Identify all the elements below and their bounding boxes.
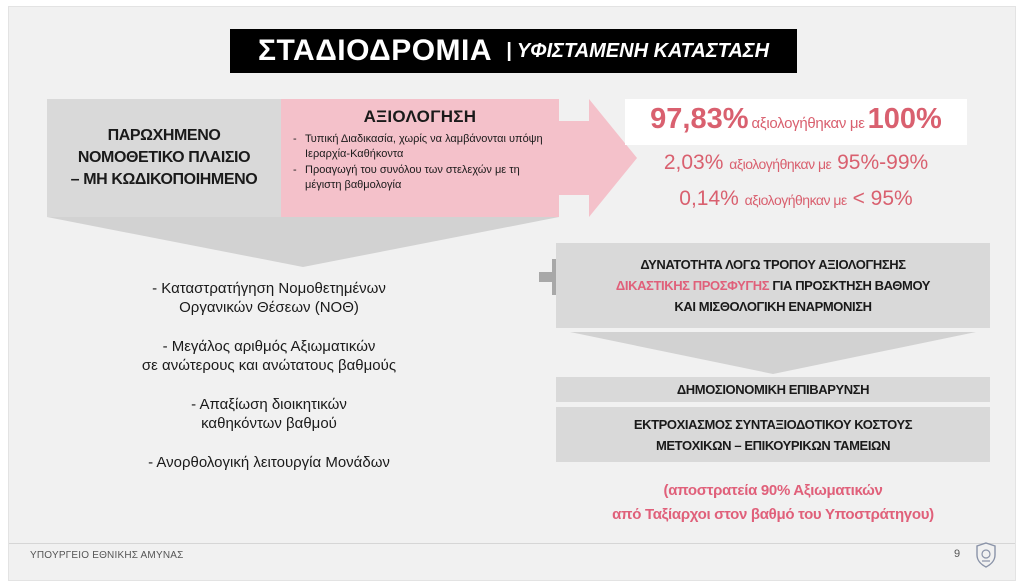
stat-2-text: αξιολογήθηκαν με [729,156,832,172]
page-number: 9 [954,548,961,560]
footer-ministry: ΥΠΟΥΡΓΕΙΟ ΕΘΝΙΚΗΣ ΑΜΥΝΑΣ [30,550,184,561]
possibility-line-3: ΚΑΙ ΜΙΣΘΟΛΟΓΙΚΗ ΕΝΑΡΜΟΝΙΣΗ [674,299,872,314]
stat-2 [625,151,967,175]
consequence-line: καθηκόντων βαθμού [201,415,337,432]
stat-3-target: < 95% [852,187,913,210]
page-title: ΣΤΑΔΙΟΔΡΟΜΙΑ [257,34,493,67]
possibility-line-2 [616,275,930,296]
consequence-line: - Ανορθολογική λειτουργία Μονάδων [148,454,390,471]
stat-1-target: 100% [867,103,942,135]
evaluation-item: - Τυπική Διαδικασία, χωρίς να λαμβάνονται υπόψη Ιεραρχία-Καθήκοντα [291,132,549,162]
pension-line-2: ΜΕΤΟΧΙΚΩΝ – ΕΠΙΚΟΥΡΙΚΩΝ ΤΑΜΕΙΩΝ [655,437,891,453]
consequence-item [89,395,449,433]
consequence-line: Οργανικών Θέσεων (ΝΟΘ) [179,299,359,316]
evaluation-title: ΑΞΙΟΛΟΓΗΣΗ [363,107,477,126]
slide [8,6,1016,581]
pension-cost-bar [556,407,990,462]
consequence-line: - Μεγάλος αριθμός Αξιωματικών [162,338,376,355]
evaluation-list [291,132,549,193]
possibility-box [556,243,990,328]
note-line-2: από Ταξίαρχοι στον βαθμό του Υποστράτηγου) [612,506,934,523]
evaluation-item: - Προαγωγή του συνόλου των στελεχών με τη μέγιστη βαθμολογία [291,163,549,193]
down-arrow-right [570,332,976,374]
stat-1-pct: 97,83% [650,103,749,135]
possibility-highlight: ΔΙΚΑΣΤΙΚΗΣ ΠΡΟΣΦΥΓΗΣ [615,278,770,293]
stat-highlight-box [625,99,967,145]
consequences-list [89,279,449,492]
legacy-framework-box [47,99,281,217]
note-line-1: (αποστρατεία 90% Αξιωματικών [663,482,883,499]
consequence-item [89,337,449,375]
down-arrow-left [47,217,559,267]
legacy-line-3: – ΜΗ ΚΩΔΙΚΟΠΟΙΗΜΕΝΟ [70,171,258,188]
consequence-line: - Απαξίωση διοικητικών [191,396,347,413]
possibility-line-1: ΔΥΝΑΤΟΤΗΤΑ ΛΟΓΩ ΤΡΟΠΟΥ ΑΞΙΟΛΟΓΗΣΗΣ [640,257,906,272]
stat-2-target: 95%-99% [837,151,929,174]
stat-3 [625,187,967,211]
emblem-icon [975,542,997,568]
fiscal-burden-bar: ΔΗΜΟΣΙΟΝΟΜΙΚΗ ΕΠΙΒΑΡΥΝΣΗ [556,377,990,402]
consequence-line: σε ανώτερους και ανώτατους βαθμούς [141,357,397,374]
consequence-line: - Καταστρατήγηση Νομοθετημένων [152,280,386,297]
consequence-item [89,453,449,472]
footer-divider [9,543,1016,544]
retirement-note [556,479,990,527]
title-bar [230,29,797,73]
stat-3-text: αξιολογήθηκαν με [744,192,847,208]
evaluation-box [281,99,559,217]
consequence-item [89,279,449,317]
pension-line-1: ΕΚΤΡΟΧΙΑΣΜΟΣ ΣΥΝΤΑΞΙΟΔΟΤΙΚΟΥ ΚΟΣΤΟΥΣ [633,416,913,432]
stat-3-pct: 0,14% [679,187,739,210]
stat-2-pct: 2,03% [663,151,724,174]
stat-1-text: αξιολογήθηκαν με [751,115,865,132]
page-subtitle: | ΥΦΙΣΤΑΜΕΝΗ ΚΑΤΑΣΤΑΣΗ [506,39,770,62]
possibility-line-2-rest: ΓΙΑ ΠΡΟΣΚΤΗΣΗ ΒΑΘΜΟΥ [769,278,931,293]
legacy-line-1: ΠΑΡΩΧΗΜΕΝΟ [107,127,221,144]
legacy-line-2: ΝΟΜΟΘΕΤΙΚΟ ΠΛΑΙΣΙΟ [77,149,251,166]
